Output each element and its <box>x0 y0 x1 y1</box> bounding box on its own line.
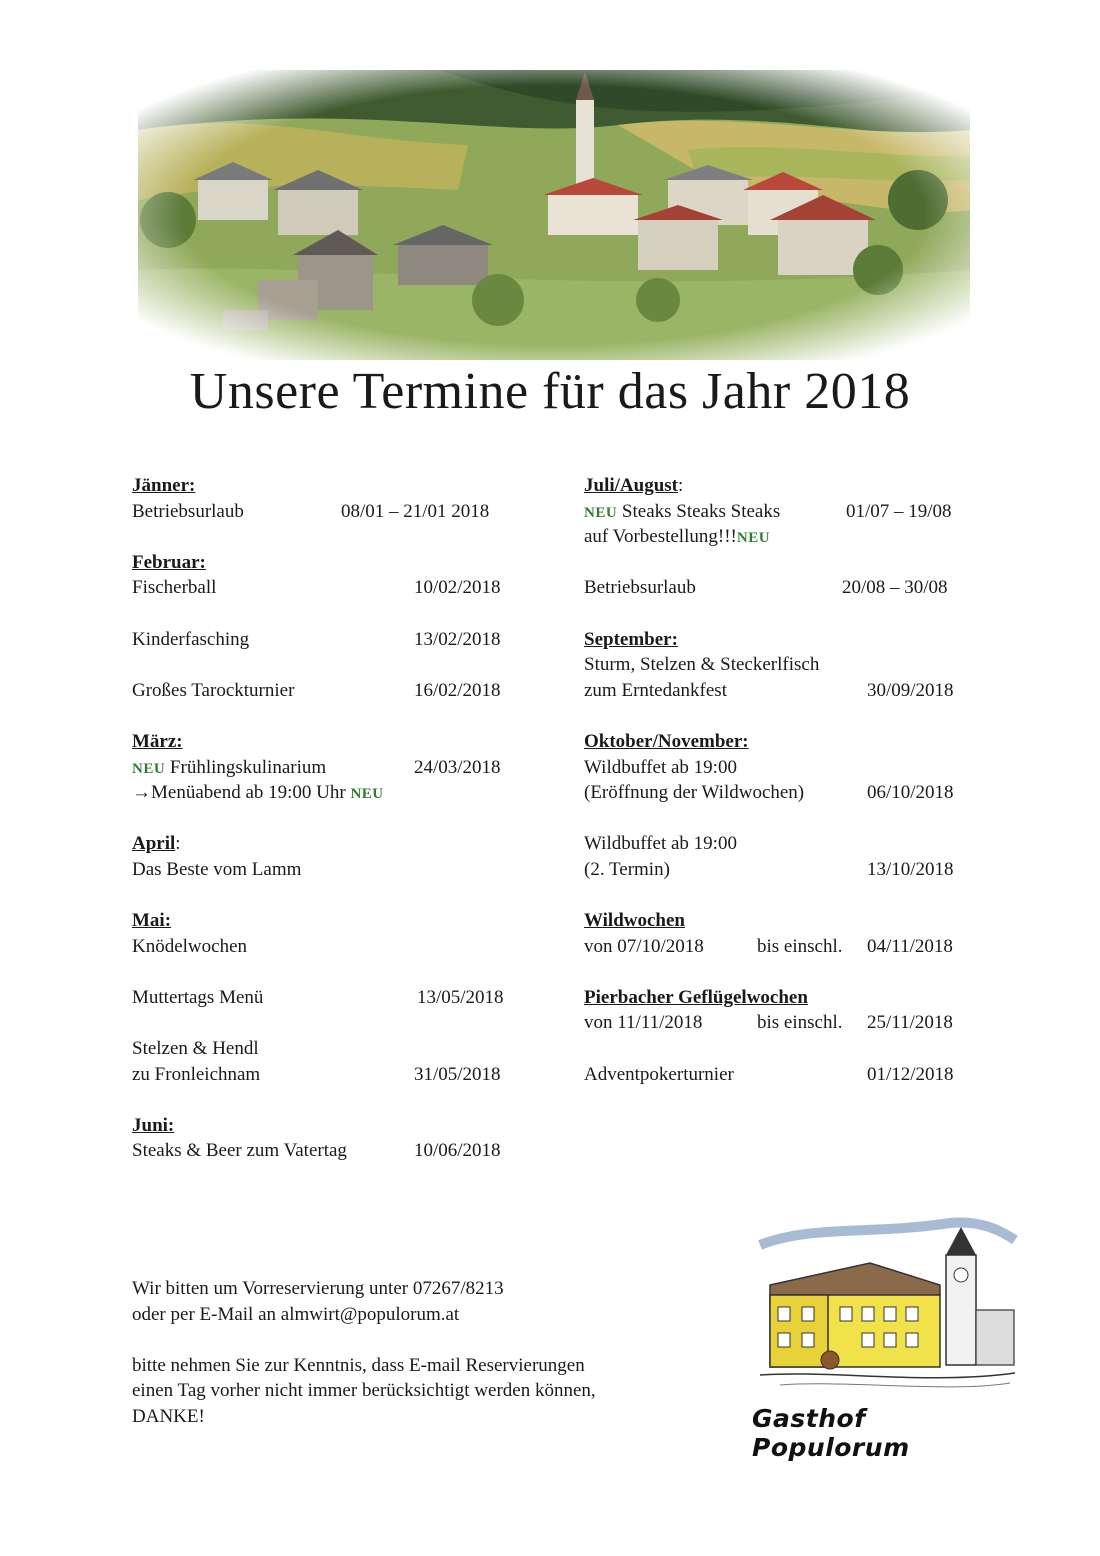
event-row <box>584 1062 974 1088</box>
event-until: bis einschl. <box>757 1012 843 1034</box>
event-row <box>584 934 974 960</box>
event-date: 13/10/2018 <box>867 858 954 880</box>
event-row <box>584 524 974 550</box>
event-label: Muttertags Menü <box>132 986 264 1008</box>
event-label: Steaks & Beer zum Vatertag <box>132 1140 347 1162</box>
event-row <box>132 985 522 1011</box>
event-row <box>584 1010 974 1036</box>
event-from: von 11/11/2018 <box>584 1012 703 1034</box>
month-heading-oktober-november: Oktober/November: <box>584 730 749 752</box>
event-date: 01/12/2018 <box>867 1063 954 1085</box>
event-row <box>584 575 974 601</box>
event-row <box>584 499 974 525</box>
event-row <box>132 678 522 704</box>
event-label: auf Vorbestellung!!! <box>584 526 737 548</box>
event-date: 10/06/2018 <box>414 1140 501 1162</box>
village-illustration <box>138 70 970 360</box>
events-left-column <box>132 473 522 1164</box>
event-label: zu Fronleichnam <box>132 1063 261 1085</box>
event-label: Kinderfasching <box>132 628 250 650</box>
neu-badge: NEU <box>132 760 166 777</box>
month-heading-maerz: März: <box>132 730 183 752</box>
event-row <box>132 1138 522 1164</box>
event-date: 08/01 – 21/01 2018 <box>341 500 490 522</box>
event-label: Sturm, Stelzen & Steckerlfisch <box>584 654 820 676</box>
event-row <box>132 934 522 960</box>
heading-suffix: : <box>175 833 181 855</box>
event-date: 25/11/2018 <box>867 1012 953 1034</box>
event-label: Betriebsurlaub <box>132 500 244 522</box>
event-label: Stelzen & Hendl <box>132 1038 259 1060</box>
event-from: von 07/10/2018 <box>584 935 704 957</box>
event-row <box>584 678 974 704</box>
reservation-note <box>132 1276 692 1430</box>
neu-badge: NEU <box>736 530 771 547</box>
event-date: 10/02/2018 <box>414 577 501 599</box>
note-line: einen Tag vorher nicht immer berücksichtigt werden können, <box>132 1380 596 1402</box>
page-title: Unsere Termine für das Jahr 2018 <box>189 363 911 420</box>
event-until: bis einschl. <box>757 935 843 957</box>
events-right-column <box>584 473 974 1087</box>
event-date: 01/07 – 19/08 <box>846 500 952 522</box>
month-heading-mai: Mai: <box>132 910 172 932</box>
event-row <box>132 1062 522 1088</box>
event-row <box>132 857 522 883</box>
event-row <box>132 575 522 601</box>
event-label: Adventpokerturnier <box>584 1063 734 1085</box>
event-date: 04/11/2018 <box>867 935 953 957</box>
event-row <box>584 831 974 857</box>
event-row <box>584 755 974 781</box>
heading-suffix: : <box>677 475 684 496</box>
neu-badge: NEU <box>350 786 384 803</box>
event-row <box>584 652 974 678</box>
month-heading-september: September: <box>584 628 678 650</box>
event-row <box>584 857 974 883</box>
event-label: Fischerball <box>132 577 217 599</box>
event-date: 20/08 – 30/08 <box>842 577 948 599</box>
event-label: Das Beste vom Lamm <box>132 858 302 880</box>
neu-badge: NEU <box>584 504 618 521</box>
event-row <box>132 780 522 806</box>
note-line: DANKE! <box>132 1405 205 1427</box>
reservation-phone-line: Wir bitten um Vorreservierung unter 07267/8213 <box>132 1278 504 1299</box>
event-label: (2. Termin) <box>584 858 670 880</box>
event-row <box>132 1036 522 1062</box>
month-heading-jaenner: Jänner: <box>132 475 196 496</box>
event-label: Wildbuffet ab 19:00 <box>584 756 737 778</box>
month-heading-juli-august: Juli/August <box>584 475 678 496</box>
heading-gefluegelwochen: Pierbacher Geflügelwochen <box>584 986 808 1008</box>
event-label: Steaks Steaks Steaks <box>621 500 781 522</box>
event-label: Frühlingskulinarium <box>169 756 327 778</box>
event-date: 13/02/2018 <box>414 628 501 650</box>
event-date: 13/05/2018 <box>417 986 504 1008</box>
event-date: 06/10/2018 <box>867 782 954 804</box>
event-label: Wildbuffet ab 19:00 <box>584 833 737 855</box>
event-date: 24/03/2018 <box>414 756 501 778</box>
gasthof-logo-text: Gasthof Populorum <box>752 1404 910 1462</box>
reservation-email-line: oder per E-Mail an almwirt@populorum.at <box>132 1303 460 1325</box>
heading-wildwochen: Wildwochen <box>584 910 686 932</box>
event-label: Betriebsurlaub <box>584 577 696 599</box>
event-row <box>584 780 974 806</box>
event-label: (Eröffnung der Wildwochen) <box>584 782 805 804</box>
event-date: 30/09/2018 <box>867 679 954 701</box>
event-date: 16/02/2018 <box>414 679 501 701</box>
note-line: bitte nehmen Sie zur Kenntnis, dass E-mail Reservierungen <box>132 1354 585 1376</box>
event-row <box>132 755 522 781</box>
event-row <box>132 627 522 653</box>
month-heading-april: April <box>132 833 176 855</box>
event-sub-label: →Menüabend ab 19:00 Uhr <box>132 782 346 804</box>
event-row <box>132 499 522 525</box>
event-label: Knödelwochen <box>132 935 248 957</box>
event-label: zum Erntedankfest <box>584 679 727 701</box>
month-heading-februar: Februar: <box>132 551 206 573</box>
event-date: 31/05/2018 <box>414 1063 501 1085</box>
month-heading-juni: Juni: <box>132 1114 175 1136</box>
event-label: Großes Tarockturnier <box>132 679 295 701</box>
